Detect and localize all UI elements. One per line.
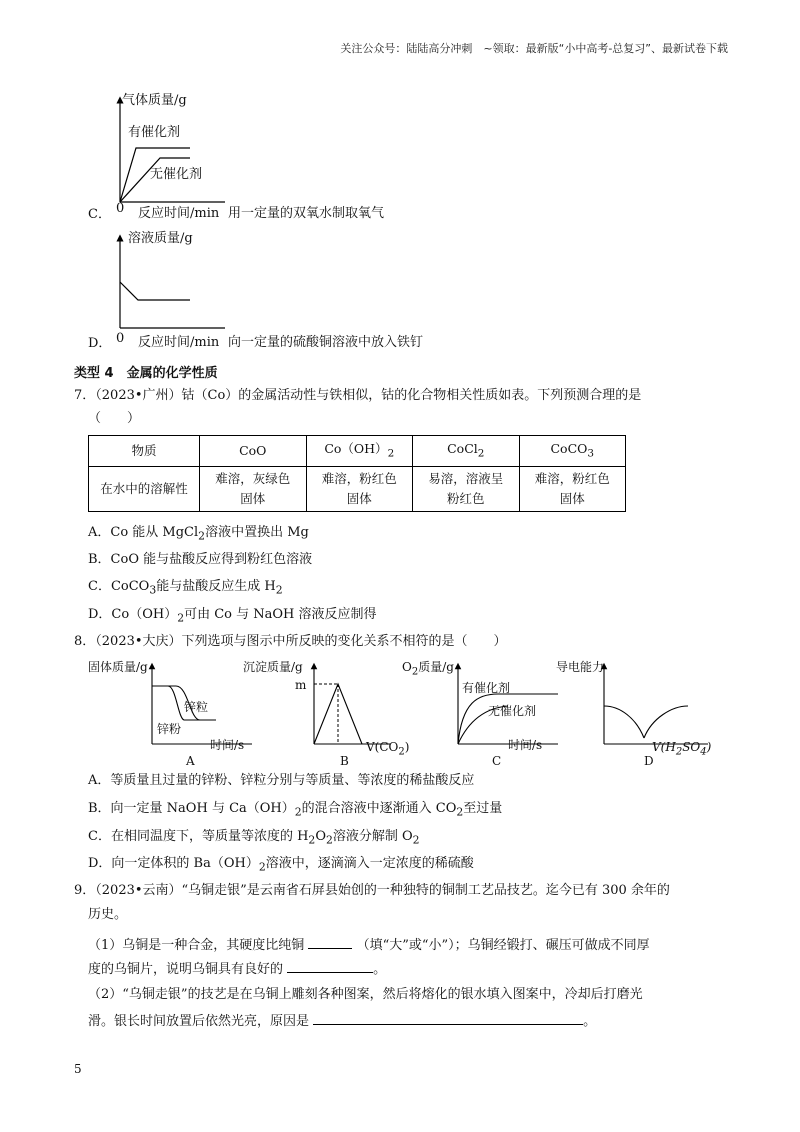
q8-option-a: A．等质量且过量的锌粉、锌粒分别与等质量、等浓度的稀盐酸反应 (88, 773, 475, 788)
graph-d-origin: 0 (116, 331, 125, 346)
section-title: 类型 4 金属的化学性质 (74, 366, 218, 381)
option-c-desc: 用一定量的双氧水制取氧气 (228, 206, 385, 221)
table-cell: 难溶，粉红色 固体 (519, 467, 626, 512)
q9-part1-line1: （1）乌铜是一种合金，其硬度比纯铜 （填“大”或“小”）；乌铜经锻打、碾压可做成不同厚 (88, 934, 650, 955)
graph-c-label-catalyst: 有催化剂 (462, 681, 511, 695)
graph-c-xlabel: 反应时间/min (138, 206, 220, 221)
graph-b-xlabel: $V(CO_2)$ (366, 740, 410, 758)
graph-d-xlabel: $V(H_2SO_4)$ (652, 740, 712, 758)
option-d-desc: 向一定量的硫酸铜溶液中放入铁钉 (228, 335, 424, 350)
graph-b-letter: B (340, 754, 349, 768)
page-header: 关注公众号：陆陆高分冲刺 ~领取：最新版“小中高考-总复习”、最新试卷下载 (340, 42, 728, 55)
q7-stem: 7．（2023•广州）钴（Co）的金属活动性与铁相似，钴的化合物相关性质如表。下列预测合理的是 (74, 388, 642, 403)
q8-stem: 8．（2023•大庆）下列选项与图示中所反映的变化关系不相符的是（ ） (74, 634, 507, 649)
graph-b-m-label: m (295, 678, 307, 692)
q8-option-d: D．向一定体积的 $Ba(OH)_2$溶液中，逐滴滴入一定浓度的稀硫酸 (88, 856, 474, 874)
q8-option-b: B．向一定量 NaOH 与 $Ca(OH)_2$的混合溶液中逐渐通入 $CO_2$至过量 (88, 801, 503, 819)
table-cell: 难溶，灰绿色 固体 (200, 467, 307, 512)
conductivity-decrease (604, 706, 644, 738)
answer-blank-1[interactable] (308, 934, 352, 949)
answer-blank-2[interactable] (287, 958, 373, 973)
graph-c-letter: C (492, 754, 502, 768)
header-cell: 物质 (89, 436, 200, 467)
graph-c-origin: 0 (116, 201, 125, 216)
graph-c-line2-label: 无催化剂 (150, 167, 203, 182)
graph-d-xlabel: 反应时间/min (138, 335, 220, 350)
table-header-row (89, 436, 626, 467)
graph-a-xlabel: 时间/s (210, 738, 245, 752)
option-d-letter: D． (88, 336, 112, 351)
solution-mass-line (120, 282, 190, 300)
graph-d-ylabel: 溶液质量/g (128, 231, 193, 246)
graph-d-letter: D (644, 754, 654, 768)
cobalt-properties-table (88, 435, 626, 512)
header-cell: CoO (200, 436, 307, 467)
q8-option-c: C．在相同温度下，等质量等浓度的 $H_2O_2$溶液分解制 $O_2$ (88, 829, 420, 847)
table-cell: 易溶，溶液呈 粉红色 (413, 467, 520, 512)
answer-blank-3[interactable] (313, 1010, 583, 1025)
q7-option-c: C．CoCO$_3$能与盐酸反应生成 $H_2$ (88, 579, 283, 597)
q9-part2-line1: （2）“乌铜走银”的技艺是在乌铜上雕刻各种图案，然后将熔化的银水填入图案中，冷却后打磨光 (88, 987, 643, 1002)
graph-a-ylabel: 固体质量/g (88, 660, 148, 674)
graph-d-ylabel: 导电能力 (556, 660, 605, 674)
graph-c-label-no-catalyst: 无催化剂 (488, 704, 537, 718)
graph-c-ylabel: 气体质量/g (122, 93, 187, 108)
q9-stem-line2: 历史。 (88, 907, 128, 922)
q9-part1-line2: 度的乌铜片，说明乌铜具有良好的 。 (88, 958, 386, 979)
q7-option-a: A．Co 能从 MgCl$_2$溶液中置换出 Mg (88, 525, 309, 543)
graph-a-letter: A (186, 754, 195, 768)
header-cell: CoCO$_3$ (519, 436, 626, 467)
graph-c-xlabel: 时间/s (508, 738, 543, 752)
option-c-letter: C． (88, 207, 111, 222)
header-cell: $Co(OH)_2$ (306, 436, 413, 467)
q7-option-d: D．$Co(OH)_2$可由 Co 与 NaOH 溶液反应制得 (88, 607, 377, 625)
graph-a-label-powder: 锌粉 (157, 722, 182, 736)
graph-c-ylabel: $O_2$质量/g (402, 660, 454, 678)
graph-b-ylabel: 沉淀质量/g (243, 660, 303, 674)
table-row (89, 467, 626, 512)
graph-c-line1-label: 有催化剂 (128, 125, 181, 140)
q9-stem-line1: 9．（2023•云南）“乌铜走银”是云南省石屏县始创的一种独特的铜制工艺品技艺。迄今已有 300 余年的 (74, 883, 670, 898)
q9-part2-line2: 滑。银长时间放置后依然光亮，原因是 。 (88, 1010, 596, 1031)
header-cell: CoCl$_2$ (413, 436, 520, 467)
graph-a-label-granule: 锌粒 (184, 700, 209, 714)
table-cell: 难溶，粉红色 固体 (306, 467, 413, 512)
q7-bracket: （ ） (88, 411, 141, 426)
page-number: 5 (74, 1062, 82, 1076)
q7-option-b: B．CoO 能与盐酸反应得到粉红色溶液 (88, 552, 313, 567)
conductivity-increase (644, 706, 688, 738)
row-label: 在水中的溶解性 (89, 467, 200, 512)
catalyst-gas-graph (100, 92, 230, 212)
